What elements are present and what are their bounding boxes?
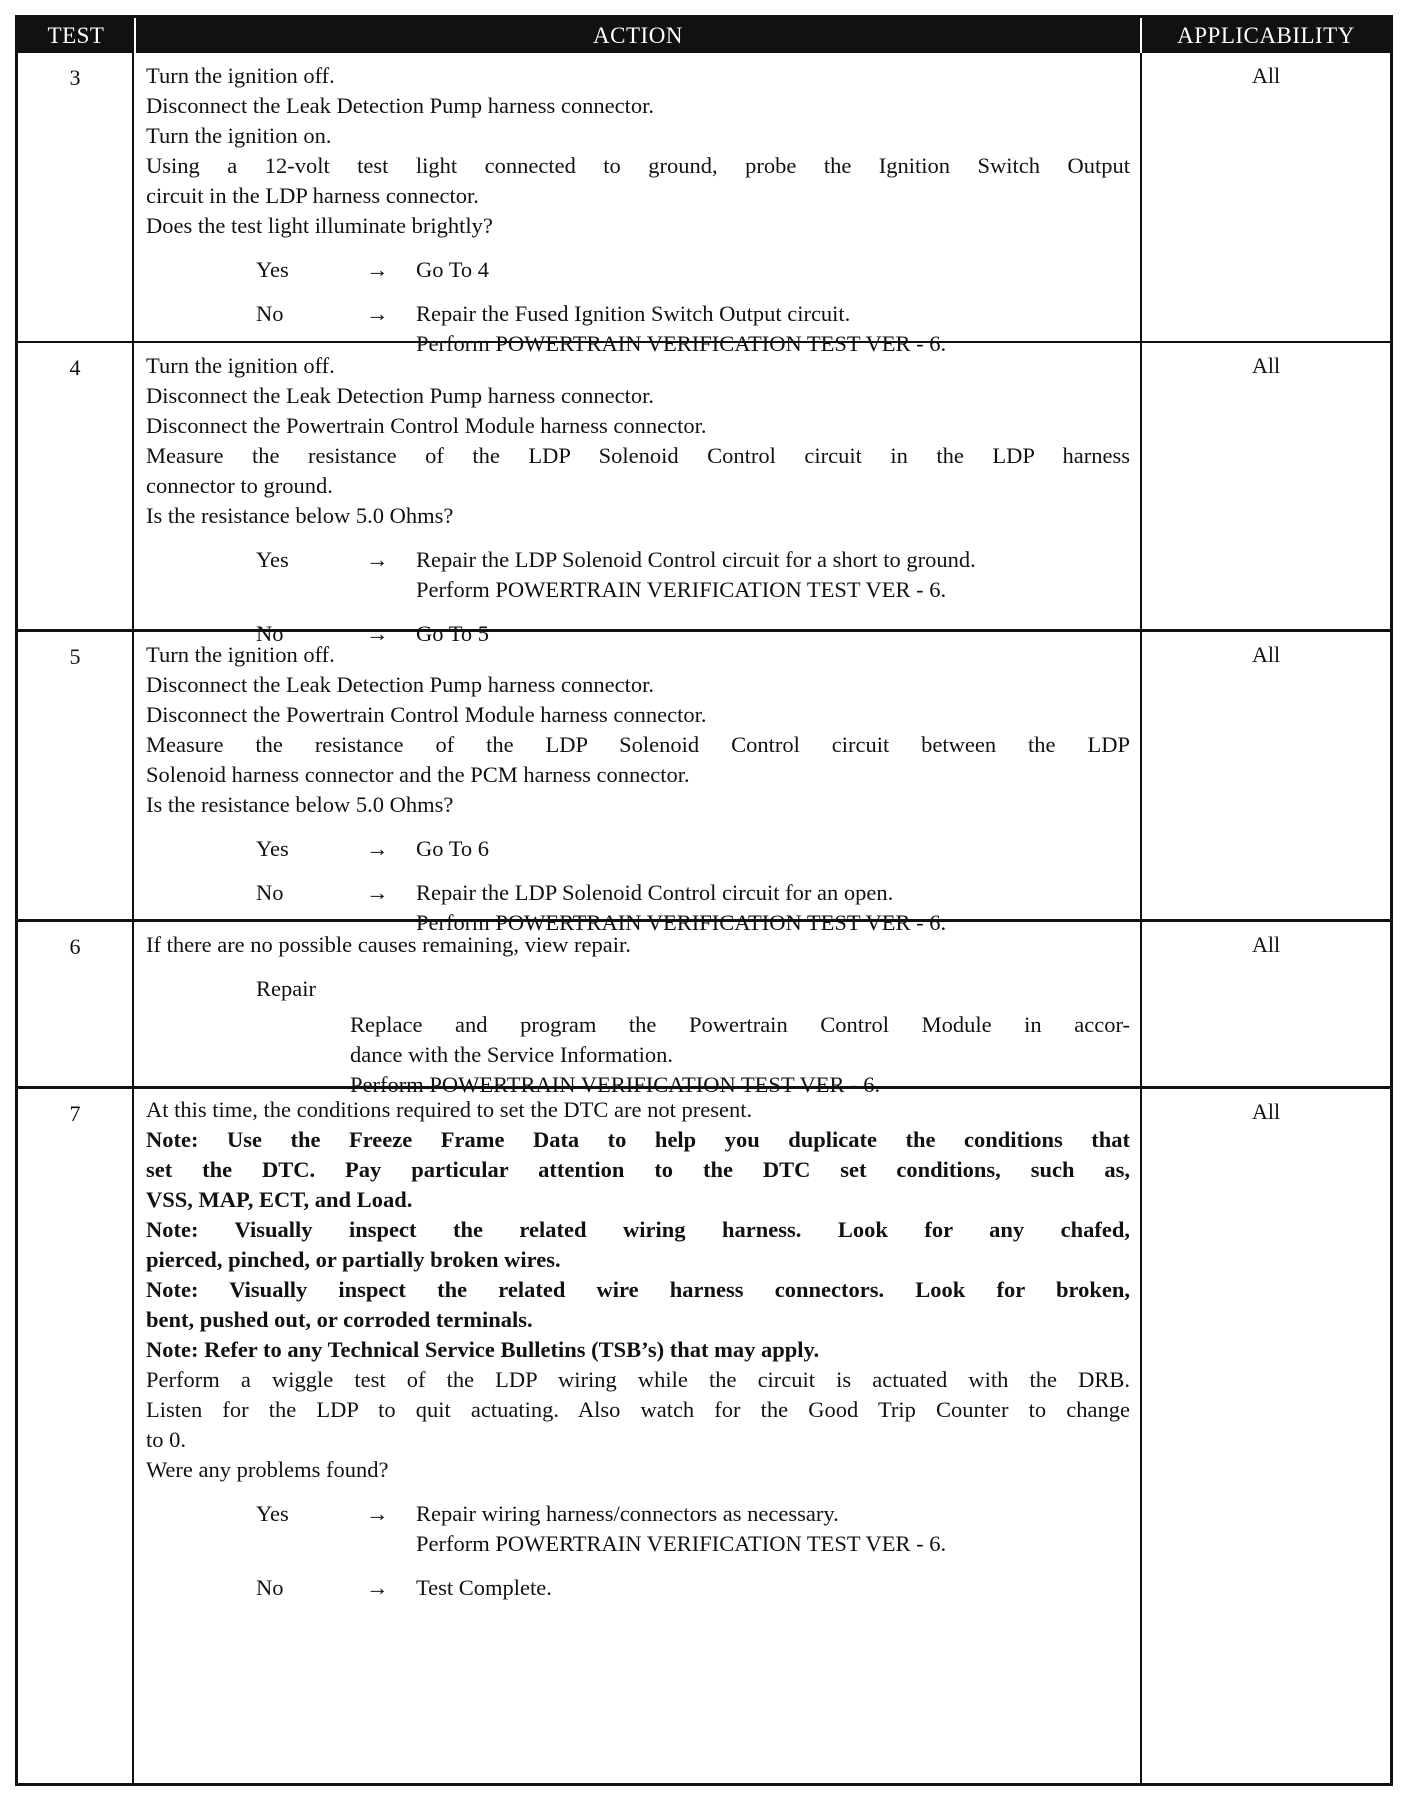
action-line: Does the test light illuminate brightly? (146, 213, 493, 238)
action-cell (134, 1089, 1142, 1783)
note-line: Note: Use the Freeze Frame Data to help you duplicate the conditions that (146, 1127, 1130, 1152)
result-line: Perform POWERTRAIN VERIFICATION TEST VER - 6. (416, 1531, 947, 1556)
action-line: Disconnect the Powertrain Control Module harness connector. (146, 413, 707, 438)
no-label: No (256, 621, 284, 646)
action-line: Turn the ignition off. (146, 642, 335, 667)
action-line: Were any problems found? (146, 1457, 389, 1482)
yes-label: Yes (256, 547, 289, 572)
applicability-cell: All (1251, 353, 1281, 378)
note-line: set the DTC. Pay particular attention to the DTC set conditions, such as, (146, 1157, 1130, 1182)
header-action: ACTION (134, 18, 1142, 53)
repair-line: Replace and program the Powertrain Control Module in accor- (350, 1012, 1130, 1037)
action-line: If there are no possible causes remaining, view repair. (146, 932, 631, 957)
action-line: Disconnect the Leak Detection Pump harness connector. (146, 383, 654, 408)
test-number: 4 (18, 343, 134, 629)
procedure-table (15, 15, 1393, 1786)
applicability-cell: All (1251, 63, 1281, 88)
arrow-icon: → (366, 1575, 389, 1600)
repair-instructions (146, 1010, 1130, 1100)
test-number: 7 (18, 1089, 134, 1783)
note-line: VSS, MAP, ECT, and Load. (146, 1187, 413, 1212)
no-label: No (256, 1575, 284, 1600)
applicability-cell: All (1251, 932, 1281, 957)
result-line: Repair wiring harness/connectors as necessary. (416, 1501, 839, 1526)
action-line: Measure the resistance of the LDP Solenoid Control circuit in the LDP harness (146, 443, 1130, 468)
action-line: Turn the ignition on. (146, 123, 332, 148)
yes-answer (146, 255, 1130, 285)
action-cell (134, 922, 1142, 1097)
no-label: No (256, 880, 284, 905)
yes-result (416, 1499, 1130, 1559)
result-line: Go To 4 (416, 257, 490, 282)
test-number: 5 (18, 632, 134, 919)
yes-result (416, 545, 1130, 605)
arrow-icon: → (366, 621, 389, 646)
action-line: to 0. (146, 1427, 187, 1452)
action-line: Using a 12-volt test light connected to ground, probe the Ignition Switch Output (146, 153, 1130, 178)
result-line: Perform POWERTRAIN VERIFICATION TEST VER - 6. (416, 910, 947, 935)
action-line: Disconnect the Leak Detection Pump harness connector. (146, 93, 654, 118)
no-label: No (256, 301, 284, 326)
table-row (18, 632, 1390, 935)
action-line: connector to ground. (146, 473, 333, 498)
action-line: Solenoid harness connector and the PCM harness connector. (146, 762, 690, 787)
header-test: TEST (47, 22, 105, 48)
action-line: Disconnect the Powertrain Control Module harness connector. (146, 702, 707, 727)
header-applicability: APPLICABILITY (1177, 22, 1355, 48)
repair-label: Repair (256, 976, 316, 1001)
result-line: Go To 5 (416, 621, 490, 646)
action-line: circuit in the LDP harness connector. (146, 183, 479, 208)
arrow-icon: → (366, 836, 389, 861)
note-line: Note: Visually inspect the related wire harness connectors. Look for broken, (146, 1277, 1130, 1302)
result-line: Repair the LDP Solenoid Control circuit for a short to ground. (416, 547, 976, 572)
result-line: Test Complete. (416, 1575, 552, 1600)
result-line: Perform POWERTRAIN VERIFICATION TEST VER - 6. (416, 577, 947, 602)
result-line: Go To 6 (416, 836, 490, 861)
action-line: At this time, the conditions required to set the DTC are not present. (146, 1097, 753, 1122)
action-line: Turn the ignition off. (146, 353, 335, 378)
action-line: Is the resistance below 5.0 Ohms? (146, 503, 454, 528)
action-line: Perform a wiggle test of the LDP wiring while the circuit is actuated with the DRB. (146, 1367, 1130, 1392)
result-line: Repair the LDP Solenoid Control circuit for an open. (416, 880, 894, 905)
yes-answer (146, 1499, 1130, 1559)
table-row (18, 1089, 1390, 1783)
arrow-icon: → (366, 301, 389, 326)
note-line: pierced, pinched, or partially broken wires. (146, 1247, 561, 1272)
action-line: Disconnect the Leak Detection Pump harness connector. (146, 672, 654, 697)
yes-result (416, 255, 1130, 285)
action-line: Is the resistance below 5.0 Ohms? (146, 792, 454, 817)
note-line: bent, pushed out, or corroded terminals. (146, 1307, 533, 1332)
yes-result (416, 834, 1130, 864)
yes-answer (146, 545, 1130, 605)
action-line: Listen for the LDP to quit actuating. Also watch for the Good Trip Counter to change (146, 1397, 1130, 1422)
result-line: Repair the Fused Ignition Switch Output circuit. (416, 301, 851, 326)
note-line: Note: Visually inspect the related wiring harness. Look for any chafed, (146, 1217, 1130, 1242)
table-row (18, 343, 1390, 646)
table-row (18, 53, 1390, 356)
repair-line: Perform POWERTRAIN VERIFICATION TEST VER - 6. (350, 1072, 881, 1097)
yes-label: Yes (256, 1501, 289, 1526)
test-number: 3 (18, 53, 134, 341)
table-row (18, 922, 1390, 1097)
action-cell (134, 53, 1142, 356)
yes-label: Yes (256, 257, 289, 282)
test-number: 6 (18, 922, 134, 1086)
note-line: Note: Refer to any Technical Service Bulletins (TSB’s) that may apply. (146, 1337, 820, 1362)
yes-label: Yes (256, 836, 289, 861)
no-answer (146, 1573, 1130, 1603)
repair-line: dance with the Service Information. (350, 1042, 674, 1067)
applicability-cell: All (1251, 642, 1281, 667)
arrow-icon: → (366, 547, 389, 572)
no-result (416, 1573, 1130, 1603)
action-cell (134, 632, 1142, 935)
result-line: Perform POWERTRAIN VERIFICATION TEST VER - 6. (416, 331, 947, 356)
action-cell (134, 343, 1142, 646)
action-line: Measure the resistance of the LDP Solenoid Control circuit between the LDP (146, 732, 1130, 757)
table-header (18, 18, 1390, 53)
arrow-icon: → (366, 1501, 389, 1526)
yes-answer (146, 834, 1130, 864)
applicability-cell: All (1251, 1099, 1281, 1124)
arrow-icon: → (366, 880, 389, 905)
arrow-icon: → (366, 257, 389, 282)
action-line: Turn the ignition off. (146, 63, 335, 88)
